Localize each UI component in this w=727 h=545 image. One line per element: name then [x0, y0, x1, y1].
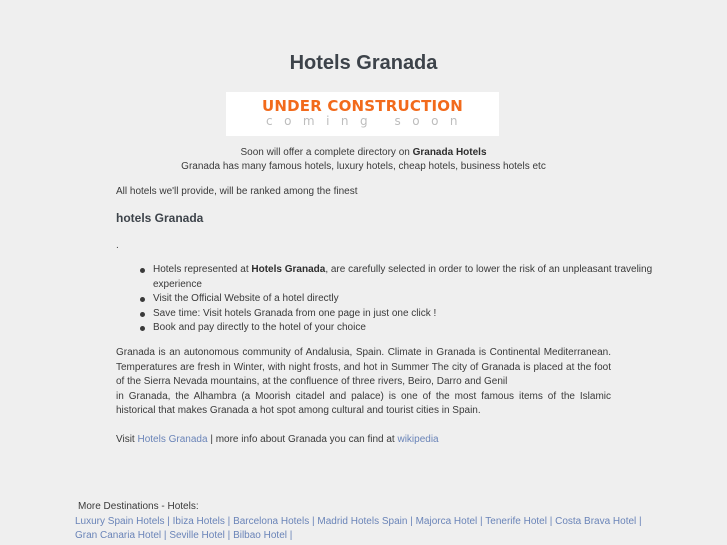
separator: | [546, 515, 556, 527]
feature-list [116, 263, 653, 336]
more-destinations-label: More Destinations - Hotels: [78, 501, 199, 512]
under-construction-banner [226, 92, 499, 136]
link-costa-brava-hotel[interactable]: Costa Brava Hotel [555, 515, 637, 527]
section-heading: hotels Granada [116, 211, 204, 225]
separator: | [161, 530, 170, 541]
link-ibiza-hotels[interactable]: Ibiza Hotels [172, 515, 225, 527]
hotels-granada-link[interactable]: Hotels Granada [137, 434, 208, 445]
list-item: Save time: Visit hotels Granada from one page in just one click ! [153, 307, 653, 322]
link-tenerife-hotel[interactable]: Tenerife Hotel [485, 515, 547, 527]
visit-middle: | more info about Granada you can find at [207, 434, 398, 445]
description-text-2: in Granada, the Alhambra (a Moorish citadel and palace) is one of the most famous items of the Islamic historical that makes Granada a hot spot among cultural and tourist cities in Spain. [116, 390, 611, 417]
description-paragraph [116, 346, 611, 419]
more-destinations [75, 500, 655, 544]
separator: | [164, 515, 173, 527]
list-item-text: , are carefully selected in order to lower the risk of an unpleasant traveling experience [153, 264, 653, 290]
description-text-1: Granada is an autonomous community of Andalusia, Spain. Climate in Granada is Continental Mediterranean. Temperatures are fresh in Winter, with night frosts, and hot in Summer The city of Granada is placed at the foot of the Sierra Nevada mountains, at the confluence of three rivers, Beiro, Darro and Genil [116, 347, 611, 388]
separator: | [286, 530, 293, 541]
intro-line-1 [0, 147, 727, 158]
link-seville-hotel[interactable]: Seville Hotel [169, 530, 225, 541]
banner-subline: coming soon [265, 114, 470, 128]
list-item: Book and pay directly to the hotel of your choice [153, 321, 653, 336]
separator: | [309, 515, 318, 527]
banner-headline: UNDER CONSTRUCTION [261, 97, 463, 115]
link-luxury-spain-hotels[interactable]: Luxury Spain Hotels [75, 515, 165, 527]
list-item-bold: Hotels Granada [251, 264, 326, 275]
separator: | [636, 515, 642, 527]
list-item: Visit the Official Website of a hotel directly [153, 292, 653, 307]
visit-line [116, 433, 611, 448]
separator: | [407, 515, 416, 527]
list-item [153, 263, 653, 292]
visit-prefix: Visit [116, 434, 138, 445]
wikipedia-link[interactable]: wikipedia [397, 434, 439, 445]
ranked-text: All hotels we'll provide, will be ranked among the finest [116, 186, 358, 197]
list-item-text: Hotels represented at [153, 264, 252, 275]
link-madrid-hotels-spain[interactable]: Madrid Hotels Spain [317, 515, 408, 527]
dot-text: . [116, 240, 119, 251]
link-gran-canaria-hotel[interactable]: Gran Canaria Hotel [75, 530, 162, 541]
intro-line-2: Granada has many famous hotels, luxury hotels, cheap hotels, business hotels etc [181, 161, 546, 172]
separator: | [224, 530, 234, 541]
link-bilbao-hotel[interactable]: Bilbao Hotel [233, 530, 287, 541]
intro-text: Soon will offer a complete directory on [240, 147, 413, 158]
link-barcelona-hotels[interactable]: Barcelona Hotels [233, 515, 310, 527]
intro-bold: Granada Hotels [412, 147, 487, 158]
page-title: Hotels Granada [289, 52, 438, 74]
separator: | [477, 515, 486, 527]
separator: | [224, 515, 234, 527]
destination-links [75, 515, 655, 544]
link-majorca-hotel[interactable]: Majorca Hotel [415, 515, 478, 527]
